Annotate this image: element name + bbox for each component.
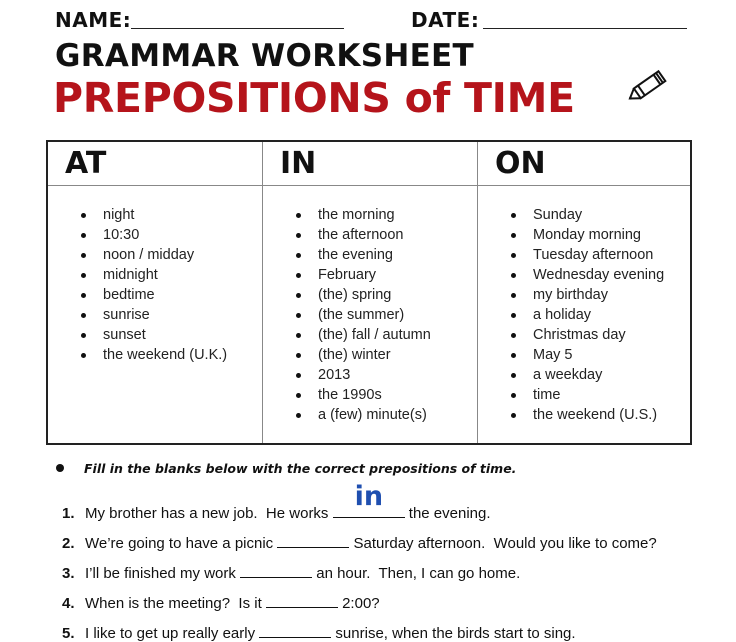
item-list <box>263 205 431 425</box>
column-on <box>478 142 690 443</box>
question-text-before: I’ll be finished my work <box>85 565 241 582</box>
list-item: midnight <box>48 265 227 285</box>
list-item: the evening <box>263 245 431 265</box>
answer-blank[interactable] <box>277 533 349 548</box>
heading-at: AT <box>65 146 107 181</box>
worksheet-subtitle: PREPOSITIONS of TIME <box>53 74 575 122</box>
list-item: noon / midday <box>48 245 227 265</box>
question-text-before: My brother has a new job. He works <box>85 505 333 522</box>
answer-blank[interactable] <box>266 593 338 608</box>
list-item: sunset <box>48 325 227 345</box>
question <box>62 563 520 582</box>
list-item: the 1990s <box>263 385 431 405</box>
question-text-before: When is the meeting? Is it <box>85 595 266 612</box>
item-list <box>478 205 664 425</box>
question-text-after: 2:00? <box>337 595 380 612</box>
date-line <box>483 28 687 29</box>
heading-in: IN <box>280 146 317 181</box>
list-item: the weekend (U.K.) <box>48 345 227 365</box>
column-heading <box>263 142 477 186</box>
list-item: bedtime <box>48 285 227 305</box>
list-item: 10:30 <box>48 225 227 245</box>
question-text-after: an hour. Then, I can go home. <box>312 565 521 582</box>
list-item: (the summer) <box>263 305 431 325</box>
question <box>62 623 576 642</box>
question <box>62 481 491 522</box>
question-number: 1. <box>62 505 75 522</box>
list-item: night <box>48 205 227 225</box>
pencil-icon <box>625 64 677 106</box>
question-text-before: I like to get up really early <box>85 625 260 642</box>
list-item: the weekend (U.S.) <box>478 405 664 425</box>
instruction-bullet <box>56 464 64 472</box>
question <box>62 593 380 612</box>
column-in <box>263 142 477 443</box>
question-number: 5. <box>62 625 75 642</box>
name-line <box>131 28 344 29</box>
list-item: a (few) minute(s) <box>263 405 431 425</box>
column-heading <box>48 142 262 186</box>
instructions: Fill in the blanks below with the correct prepositions of time. <box>84 461 517 476</box>
list-item: 2013 <box>263 365 431 385</box>
item-list <box>48 205 227 365</box>
list-item: Christmas day <box>478 325 664 345</box>
answer-blank[interactable] <box>333 481 405 518</box>
list-item: a weekday <box>478 365 664 385</box>
question-number: 4. <box>62 595 75 612</box>
column-heading <box>478 142 690 186</box>
question-text-before: We’re going to have a picnic <box>85 535 278 552</box>
list-item: May 5 <box>478 345 664 365</box>
list-item: Wednesday evening <box>478 265 664 285</box>
list-item: Tuesday afternoon <box>478 245 664 265</box>
list-item: time <box>478 385 664 405</box>
list-item: (the) winter <box>263 345 431 365</box>
list-item: Sunday <box>478 205 664 225</box>
list-item: Monday morning <box>478 225 664 245</box>
question-text-after: Saturday afternoon. Would you like to come? <box>349 535 657 552</box>
column-at <box>48 142 262 443</box>
question-text-after: the evening. <box>404 505 491 522</box>
answer-blank[interactable] <box>259 623 331 638</box>
list-item: (the) fall / autumn <box>263 325 431 345</box>
answer-blank[interactable] <box>240 563 312 578</box>
list-item: (the) spring <box>263 285 431 305</box>
question <box>62 533 657 552</box>
date-label: DATE: <box>411 8 480 32</box>
prepositions-table <box>46 140 692 445</box>
question-number: 2. <box>62 535 75 552</box>
list-item: February <box>263 265 431 285</box>
list-item: the morning <box>263 205 431 225</box>
handwritten-answer: in <box>354 481 384 512</box>
list-item: sunrise <box>48 305 227 325</box>
list-item: the afternoon <box>263 225 431 245</box>
question-number: 3. <box>62 565 75 582</box>
question-text-after: sunrise, when the birds start to sing. <box>331 625 576 642</box>
worksheet-title: GRAMMAR WORKSHEET <box>55 38 474 74</box>
name-label: NAME: <box>55 8 132 32</box>
list-item: my birthday <box>478 285 664 305</box>
list-item: a holiday <box>478 305 664 325</box>
heading-on: ON <box>495 146 546 181</box>
